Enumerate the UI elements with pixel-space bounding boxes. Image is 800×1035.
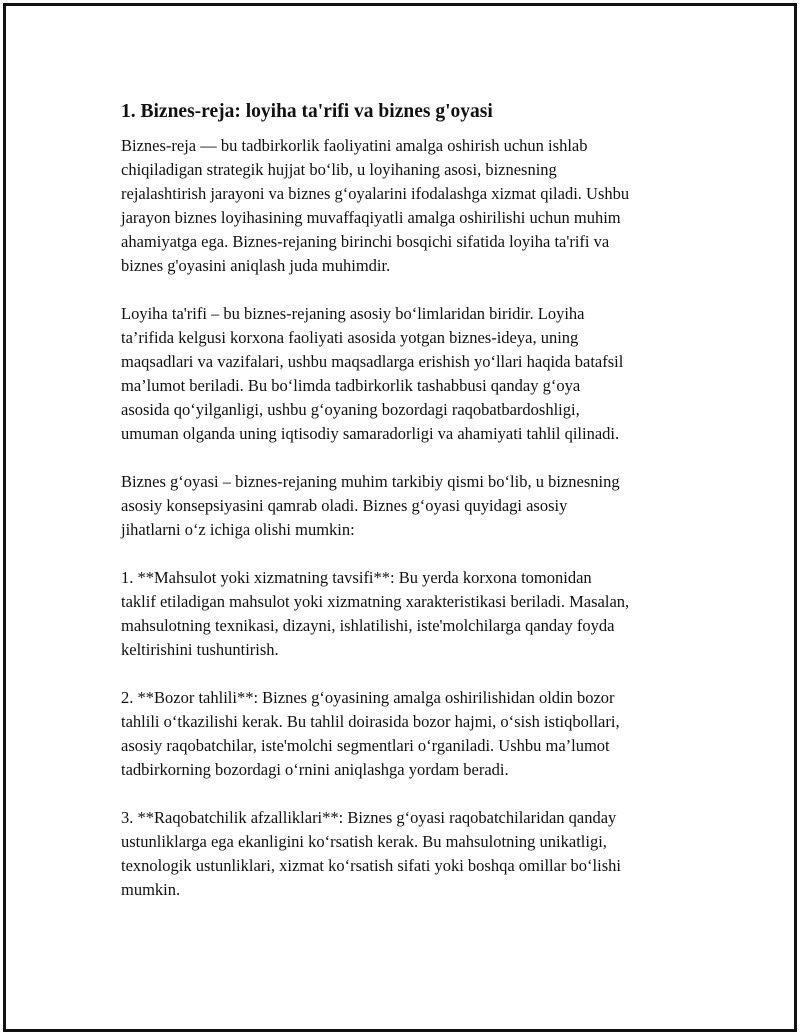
list-item-product-description bbox=[121, 566, 721, 662]
list-item-market-analysis bbox=[121, 686, 721, 782]
paragraph-line: biznes g'oyasini aniqlash juda muhimdir. bbox=[121, 256, 391, 275]
paragraph-line: tadbirkorning bozordagi o‘rnini aniqlashga yordam beradi. bbox=[121, 760, 509, 779]
paragraph-line: asosiy raqobatchilar, iste'molchi segmentlari o‘rganiladi. Ushbu ma’lumot bbox=[121, 736, 610, 755]
paragraph-line: 1. **Mahsulot yoki xizmatning tavsifi**: Bu yerda korxona tomonidan bbox=[121, 568, 592, 587]
paragraph-line: taklif etiladigan mahsulot yoki xizmatning xarakteristikasi beriladi. Masalan, bbox=[121, 592, 630, 611]
paragraph-line: 2. **Bozor tahlili**: Biznes g‘oyasining amalga oshirilishidan oldin bozor bbox=[121, 688, 615, 707]
paragraph-line: umuman olganda uning iqtisodiy samaradorligi va ahamiyati tahlil qilinadi. bbox=[121, 424, 620, 443]
paragraph-intro bbox=[121, 134, 721, 278]
paragraph-business-idea bbox=[121, 470, 721, 542]
paragraph-line: asosiy konsepsiyasini qamrab oladi. Biznes g‘oyasi quyidagi asosiy bbox=[121, 496, 568, 515]
paragraph-line: jarayon biznes loyihasining muvaffaqiyatli amalga oshirilishi uchun muhim bbox=[121, 208, 621, 227]
paragraph-line: mahsulotning texnikasi, dizayni, ishlatilishi, iste'molchilarga qanday foyda bbox=[121, 616, 615, 635]
paragraph-line: asosida qo‘yilganligi, ushbu g‘oyaning bozordagi raqobatbardoshligi, bbox=[121, 400, 580, 419]
paragraph-line: ahamiyatga ega. Biznes-rejaning birinchi bosqichi sifatida loyiha ta'rifi va bbox=[121, 232, 610, 251]
paragraph-line: jihatlarni o‘z ichiga olishi mumkin: bbox=[121, 520, 355, 539]
page-frame bbox=[3, 3, 797, 1032]
paragraph-line: mumkin. bbox=[121, 880, 181, 899]
paragraph-project-definition bbox=[121, 302, 721, 446]
paragraph-line: Biznes-reja — bu tadbirkorlik faoliyatini amalga oshirish uchun ishlab bbox=[121, 136, 588, 155]
paragraph-line: ma’lumot beriladi. Bu bo‘limda tadbirkorlik tashabbusi qanday g‘oya bbox=[121, 376, 581, 395]
list-item-competitive-advantages bbox=[121, 806, 721, 902]
paragraph-line: keltirishini tushuntirish. bbox=[121, 640, 279, 659]
paragraph-line: chiqiladigan strategik hujjat bo‘lib, u loyihaning asosi, biznesning bbox=[121, 160, 557, 179]
paragraph-line: Loyiha ta'rifi – bu biznes-rejaning asosiy bo‘limlaridan biridir. Loyiha bbox=[121, 304, 585, 323]
paragraph-line: ta’rifida kelgusi korxona faoliyati asosida yotgan biznes-ideya, uning bbox=[121, 328, 579, 347]
paragraph-line: ustunliklarga ega ekanligini ko‘rsatish kerak. Bu mahsulotning unikatligi, bbox=[121, 832, 607, 851]
paragraph-line: rejalashtirish jarayoni va biznes g‘oyalarini ifodalashga xizmat qiladi. Ushbu bbox=[121, 184, 630, 203]
paragraph-line: texnologik ustunliklari, xizmat ko‘rsatish sifati yoki boshqa omillar bo‘lishi bbox=[121, 856, 621, 875]
document-title: 1. Biznes-reja: loyiha ta'rifi va biznes g'oyasi bbox=[121, 101, 493, 122]
document-body bbox=[121, 98, 721, 926]
paragraph-line: tahlili o‘tkazilishi kerak. Bu tahlil doirasida bozor hajmi, o‘sish istiqbollari, bbox=[121, 712, 620, 731]
paragraph-line: 3. **Raqobatchilik afzalliklari**: Biznes g‘oyasi raqobatchilaridan qanday bbox=[121, 808, 617, 827]
paragraph-line: maqsadlari va vazifalari, ushbu maqsadlarga erishish yo‘llari haqida batafsil bbox=[121, 352, 624, 371]
paragraph-line: Biznes g‘oyasi – biznes-rejaning muhim tarkibiy qismi bo‘lib, u biznesning bbox=[121, 472, 620, 491]
